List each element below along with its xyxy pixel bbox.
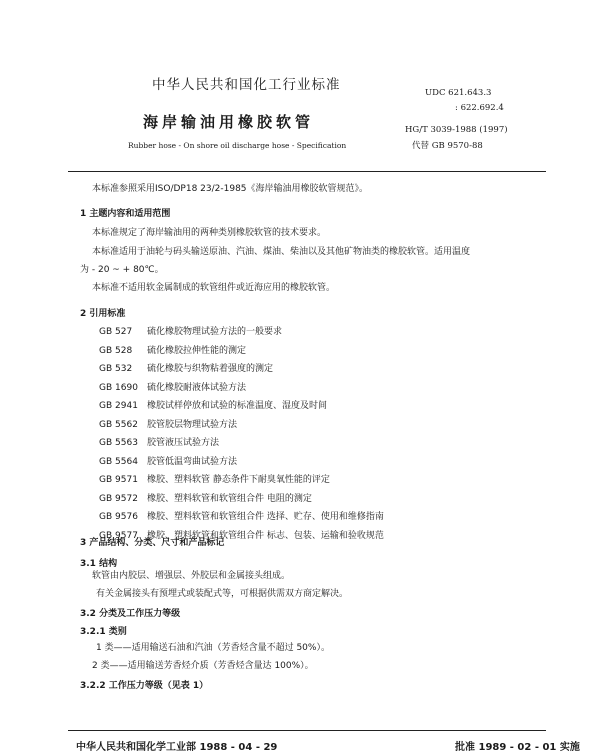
reference-code: GB 9576	[99, 512, 138, 522]
udc-code-continued: : 622.692.4	[455, 103, 504, 113]
reference-item	[99, 511, 384, 530]
section-1-heading: 1 主题内容和适用范围	[80, 209, 171, 219]
reference-code: GB 1690	[99, 382, 138, 393]
section-1-para-1: 本标准规定了海岸输油用的两种类别橡胶软管的技术要求。	[92, 228, 327, 238]
reference-item	[99, 326, 384, 345]
footer-divider	[68, 730, 546, 731]
reference-item	[99, 437, 384, 456]
reference-code: GB 532	[99, 364, 133, 374]
section-3-2-2-heading: 3.2.2 工作压力等级（见表 1）	[80, 681, 209, 691]
section-3-2-1-para-1: 1 类——适用输送石油和汽油（芳香烃含量不超过 50%）。	[96, 643, 330, 653]
replaces-standard: 代替 GB 9570-88	[412, 141, 483, 151]
section-3-1-para-1: 软管由内胶层、增强层、外胶层和金属接头组成。	[92, 571, 291, 581]
section-3-1-heading: 3.1 结构	[80, 559, 118, 569]
standard-number: HG/T 3039-1988 (1997)	[405, 125, 508, 135]
reference-title: 胶管低温弯曲试验方法	[147, 456, 238, 467]
reference-list	[99, 326, 384, 548]
approval-footer: 中华人民共和国化学工业部 1988 - 04 - 29	[76, 742, 278, 753]
reference-code: GB 528	[99, 345, 133, 356]
reference-item	[99, 345, 384, 364]
section-1-para-3: 本标准不适用软金属制成的软管组件或近海应用的橡胶软管。	[92, 283, 336, 293]
udc-code: UDC 621.643.3	[425, 88, 492, 98]
reference-item	[99, 456, 384, 475]
reference-code: GB 9577	[99, 530, 138, 541]
section-3-2-1-heading: 3.2.1 类别	[80, 627, 127, 637]
section-3-heading: 3 产品结构、分类、尺寸和产品标记	[80, 538, 225, 548]
reference-title: 橡胶、塑料软管 静态条件下耐臭氧性能的评定	[147, 475, 330, 485]
header-divider	[68, 171, 546, 172]
reference-title: 橡胶试样停放和试验的标准温度、湿度及时间	[147, 401, 328, 411]
reference-item	[99, 400, 384, 419]
reference-item	[99, 419, 384, 438]
english-title: Rubber hose - On shore oil discharge hose - Specification	[128, 141, 347, 150]
section-1-para-2b: 为 - 20 ~ + 80℃。	[80, 265, 164, 275]
reference-code: GB 527	[99, 327, 133, 337]
section-1-para-2a: 本标准适用于油轮与码头输送原油、汽油、煤油、柴油以及其他矿物油类的橡胶软管。适用温度	[92, 247, 471, 257]
reference-title: 硫化橡胶拉伸性能的测定	[147, 345, 247, 356]
reference-item	[99, 363, 384, 382]
section-2-heading: 2 引用标准	[80, 309, 126, 319]
section-3-2-1-para-2: 2 类——适用输送芳香烃介质（芳香烃含量达 100%）。	[92, 661, 314, 671]
reference-title: 胶管胶层物理试验方法	[147, 419, 238, 430]
reference-code: GB 5563	[99, 438, 138, 448]
reference-title: 胶管液压试验方法	[147, 438, 220, 448]
section-3-1-para-2: 有关金属接头有预埋式或装配式等，可根据供需双方商定解决。	[96, 589, 349, 599]
reference-title: 硫化橡胶与织物粘着强度的测定	[147, 364, 274, 374]
reference-title: 硫化橡胶物理试验方法的一般要求	[147, 327, 283, 337]
intro-paragraph: 本标准参照采用ISO/DP18 23/2-1985《海岸输油用橡胶软管规范》。	[92, 184, 369, 194]
reference-code: GB 9572	[99, 493, 138, 504]
reference-item	[99, 474, 384, 493]
reference-title: 硫化橡胶耐液体试验方法	[147, 382, 247, 393]
reference-item	[99, 382, 384, 401]
standard-header-org: 中华人民共和国化工行业标准	[152, 77, 341, 93]
implementation-footer: 批准 1989 - 02 - 01 实施	[455, 742, 580, 753]
reference-code: GB 9571	[99, 475, 138, 485]
reference-title: 橡胶、塑料软管和软管组合件 标志、包装、运输和验收规范	[147, 530, 384, 541]
document-title: 海岸输油用橡胶软管	[143, 113, 315, 131]
section-3-2-heading: 3.2 分类及工作压力等级	[80, 609, 181, 619]
reference-code: GB 5562	[99, 419, 138, 430]
reference-title: 橡胶、塑料软管和软管组合件 选择、贮存、使用和维修指南	[147, 512, 384, 522]
reference-item	[99, 493, 384, 512]
reference-code: GB 2941	[99, 401, 138, 411]
reference-code: GB 5564	[99, 456, 138, 467]
reference-title: 橡胶、塑料软管和软管组合件 电阻的测定	[147, 493, 312, 504]
